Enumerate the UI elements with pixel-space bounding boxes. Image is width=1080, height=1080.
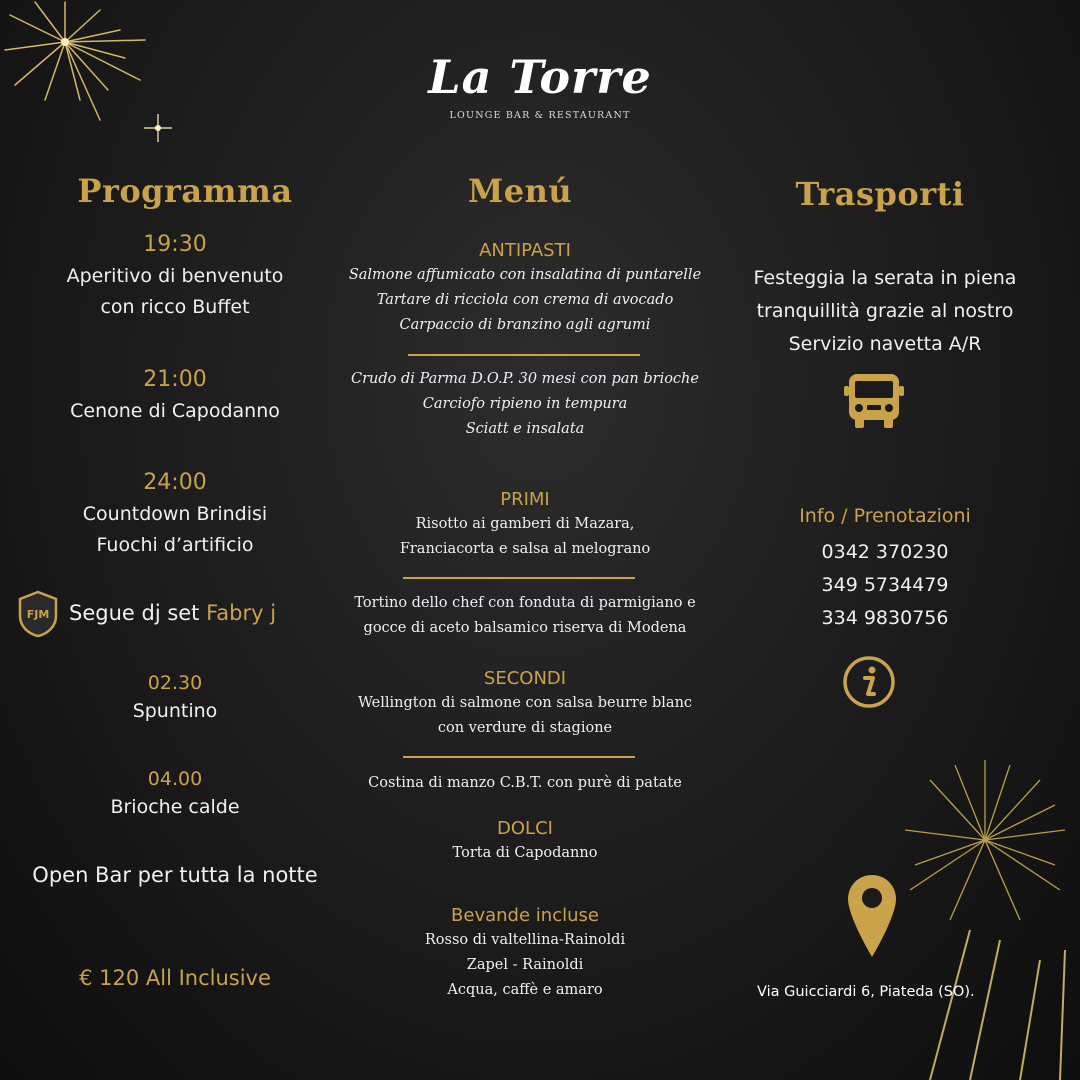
menu-section-label: ANTIPASTI (479, 240, 571, 261)
address-text: Via Guicciardi 6, Piateda (SO). (757, 984, 975, 1000)
menu-section-label: DOLCI (497, 818, 553, 839)
menu-item: Wellington di salmone con salsa beurre blanc (357, 695, 693, 711)
open-bar-text: Open Bar per tutta la notte (32, 863, 318, 887)
bus-icon (843, 370, 905, 432)
menu-item: Salmone affumicato con insalatina di puntarelle (348, 267, 702, 283)
trasporti-line: tranquillità grazie al nostro (756, 300, 1014, 322)
program-block-1930 (30, 232, 320, 323)
phone-number[interactable]: 334 9830756 (821, 607, 949, 629)
phone-list (730, 536, 1040, 635)
menu-item: Torta di Capodanno (452, 845, 598, 861)
fjm-badge-text: FJM (26, 608, 50, 621)
logo-subtitle: LOUNGE BAR & RESTAURANT (449, 110, 631, 121)
dj-name: Fabry j (206, 601, 277, 625)
menu-item: Tartare di ricciola con crema di avocado (376, 292, 674, 308)
menu-dolci (330, 818, 720, 866)
program-time: 04.00 (147, 768, 203, 790)
menu-item: Crudo di Parma D.O.P. 30 mesi con pan brioche (351, 371, 699, 387)
menu-item: Risotto ai gamberi di Mazara, (415, 516, 635, 532)
map-pin-icon (846, 873, 898, 959)
menu-antipasti (330, 240, 720, 338)
program-block-0400 (30, 768, 320, 823)
menu-item: Costina di manzo C.B.T. con purè di patate (368, 775, 682, 791)
phone-number[interactable]: 349 5734479 (821, 574, 949, 596)
program-line: Spuntino (132, 700, 218, 722)
menu-item: Zapel - Rainoldi (466, 957, 584, 973)
menu-divider (408, 354, 640, 356)
menu-primi (330, 489, 720, 562)
menu-item: Tortino dello chef con fonduta di parmigiano e (354, 595, 696, 611)
dj-set-row (16, 590, 316, 640)
dj-set-prefix: Segue dj set (69, 601, 200, 625)
program-block-2400 (30, 470, 320, 561)
firework-top-left (0, 0, 200, 160)
menu-secondi-2 (330, 771, 720, 796)
menu-item: Carpaccio di branzino agli agrumi (399, 317, 651, 333)
info-icon (841, 654, 897, 710)
programma-title: Programma (77, 172, 293, 210)
menu-section-label: SECONDI (483, 668, 567, 689)
menu-divider (403, 577, 635, 579)
menu-item: Acqua, caffè e amaro (447, 982, 603, 998)
menu-item: Sciatt e insalata (465, 421, 585, 437)
menu-antipasti-2 (330, 367, 720, 442)
menu-item: Rosso di valtellina-Rainoldi (424, 932, 626, 948)
trasporti-line: Servizio navetta A/R (788, 333, 982, 355)
trasporti-text (730, 262, 1040, 361)
program-line: Fuochi d’artificio (96, 534, 254, 556)
logo (390, 50, 690, 121)
program-line: Cenone di Capodanno (70, 400, 280, 422)
program-line: con ricco Buffet (100, 296, 250, 318)
dj-set-text (69, 598, 276, 629)
menu-section-label: Bevande incluse (451, 905, 599, 926)
program-time: 21:00 (143, 367, 207, 392)
menu-item: con verdure di stagione (437, 720, 613, 736)
menu-secondi (330, 668, 720, 741)
menu-title: Menú (467, 172, 573, 210)
trasporti-title: Trasporti (795, 175, 965, 213)
menu-bevande (330, 905, 720, 1003)
menu-item: Carciofo ripieno in tempura (422, 396, 628, 412)
phone-number[interactable]: 0342 370230 (821, 541, 949, 563)
info-label: Info / Prenotazioni (799, 505, 971, 527)
menu-section-label: PRIMI (500, 489, 550, 510)
program-time: 19:30 (143, 232, 207, 257)
program-line: Aperitivo di benvenuto (66, 265, 284, 287)
program-block-0230 (30, 672, 320, 727)
price-text: € 120 All Inclusive (79, 966, 271, 990)
trasporti-line: Festeggia la serata in piena (753, 267, 1017, 289)
firework-bottom-right (890, 720, 1080, 1080)
program-time: 02.30 (147, 672, 203, 694)
program-time: 24:00 (143, 470, 207, 495)
program-block-2100 (30, 367, 320, 427)
menu-divider (403, 756, 635, 758)
program-line: Brioche calde (110, 796, 240, 818)
menu-item: Franciacorta e salsa al melograno (399, 541, 651, 557)
menu-item: gocce di aceto balsamico riserva di Modena (363, 620, 687, 636)
menu-primi-2 (330, 591, 720, 641)
fjm-badge-icon (16, 590, 60, 638)
logo-text: La Torre (428, 50, 652, 104)
program-line: Countdown Brindisi (82, 503, 268, 525)
